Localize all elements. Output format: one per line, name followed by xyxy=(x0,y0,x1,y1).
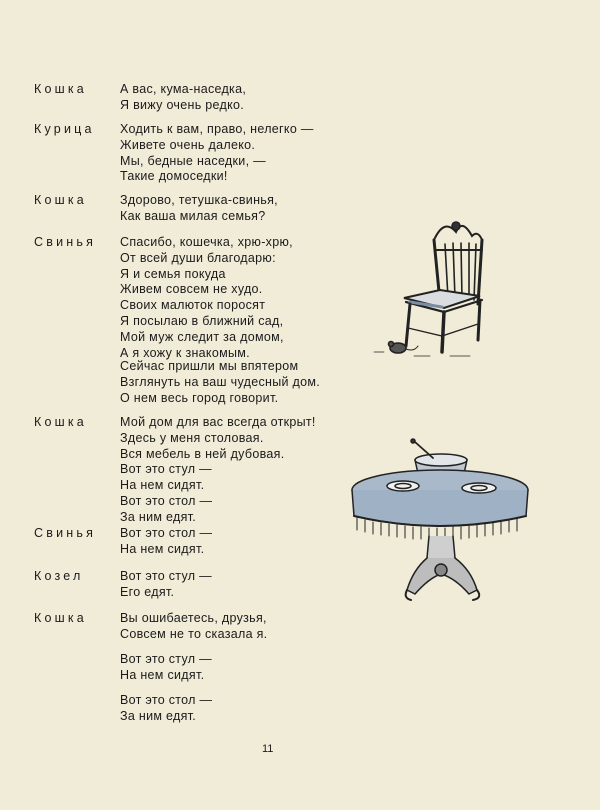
verse-lines xyxy=(120,569,212,601)
verse-lines xyxy=(120,359,320,406)
speaker-name: Кошка xyxy=(34,193,87,207)
speaker-name: Свинья xyxy=(34,235,97,249)
speaker-name: Свинья xyxy=(34,526,97,540)
verse-lines xyxy=(120,122,314,185)
verse-line: Вот это стол — xyxy=(120,526,213,540)
verse-line: На нем сидят. xyxy=(120,667,205,682)
speaker-name: Кошка xyxy=(34,611,87,625)
verse-line: Вы ошибаетесь, друзья, xyxy=(120,611,267,625)
verse-line: Взглянуть на ваш чудесный дом. xyxy=(120,374,321,389)
verse-line: За ним едят. xyxy=(120,509,197,524)
speaker-name: Кошка xyxy=(34,82,87,96)
verse-line: Я посылаю в ближний сад, xyxy=(120,313,284,328)
verse-line: Мы, бедные наседки, — xyxy=(120,153,266,168)
speaker-name: Козел xyxy=(34,569,84,583)
verse-lines xyxy=(120,235,293,361)
verse-line: О нем весь город говорит. xyxy=(120,390,279,405)
verse-line: Вся мебель в ней дубовая. xyxy=(120,446,285,461)
speaker-name: Кошка xyxy=(34,415,87,429)
verse-lines xyxy=(120,611,267,643)
verse-lines xyxy=(120,193,278,225)
verse-lines xyxy=(120,693,212,725)
verse-line: На нем сидят. xyxy=(120,541,205,556)
page-number: 11 xyxy=(262,743,274,755)
verse-line: Совсем не то сказала я. xyxy=(120,626,268,641)
verse-line: Как ваша милая семья? xyxy=(120,208,266,223)
verse-line: А я хожу к знакомым. xyxy=(120,345,250,360)
verse-line: Я и семья покуда xyxy=(120,266,226,281)
chair-with-mouse-icon xyxy=(370,210,500,360)
verse-line: Живете очень далеко. xyxy=(120,137,256,152)
verse-line: Вот это стул — xyxy=(120,462,212,477)
verse-line: Вот это стол — xyxy=(120,493,213,508)
verse-line: Здорово, тетушка-свинья, xyxy=(120,193,278,207)
verse-line: Такие домоседки! xyxy=(120,169,228,184)
verse-line: На нем сидят. xyxy=(120,478,205,493)
verse-line: Вот это стол — xyxy=(120,693,213,707)
verse-lines xyxy=(120,526,212,558)
verse-line: Спасибо, кошечка, хрю-хрю, xyxy=(120,235,293,249)
verse-line: Ходить к вам, право, нелегко — xyxy=(120,122,314,136)
verse-line: Его едят. xyxy=(120,584,175,599)
verse-line: Мой дом для вас всегда открыт! xyxy=(120,415,316,429)
verse-lines xyxy=(120,652,212,684)
verse-line: За ним едят. xyxy=(120,708,197,723)
verse-lines xyxy=(120,82,246,114)
verse-line: От всей души благодарю: xyxy=(120,250,276,265)
verse-line: Здесь у меня столовая. xyxy=(120,430,264,445)
speaker-name: Курица xyxy=(34,122,95,136)
verse-line: Вот это стул — xyxy=(120,569,212,583)
verse-line: Вот это стул — xyxy=(120,652,212,666)
verse-line: Живем совсем не худо. xyxy=(120,282,263,297)
table-with-dishes-icon xyxy=(345,432,535,617)
verse-line: А вас, кума-наседка, xyxy=(120,82,247,96)
verse-lines xyxy=(120,415,316,526)
verse-line: Своих малюток поросят xyxy=(120,298,266,313)
verse-line: Мой муж следит за домом, xyxy=(120,329,284,344)
verse-line: Я вижу очень редко. xyxy=(120,97,245,112)
verse-line: Сейчас пришли мы впятером xyxy=(120,359,299,373)
